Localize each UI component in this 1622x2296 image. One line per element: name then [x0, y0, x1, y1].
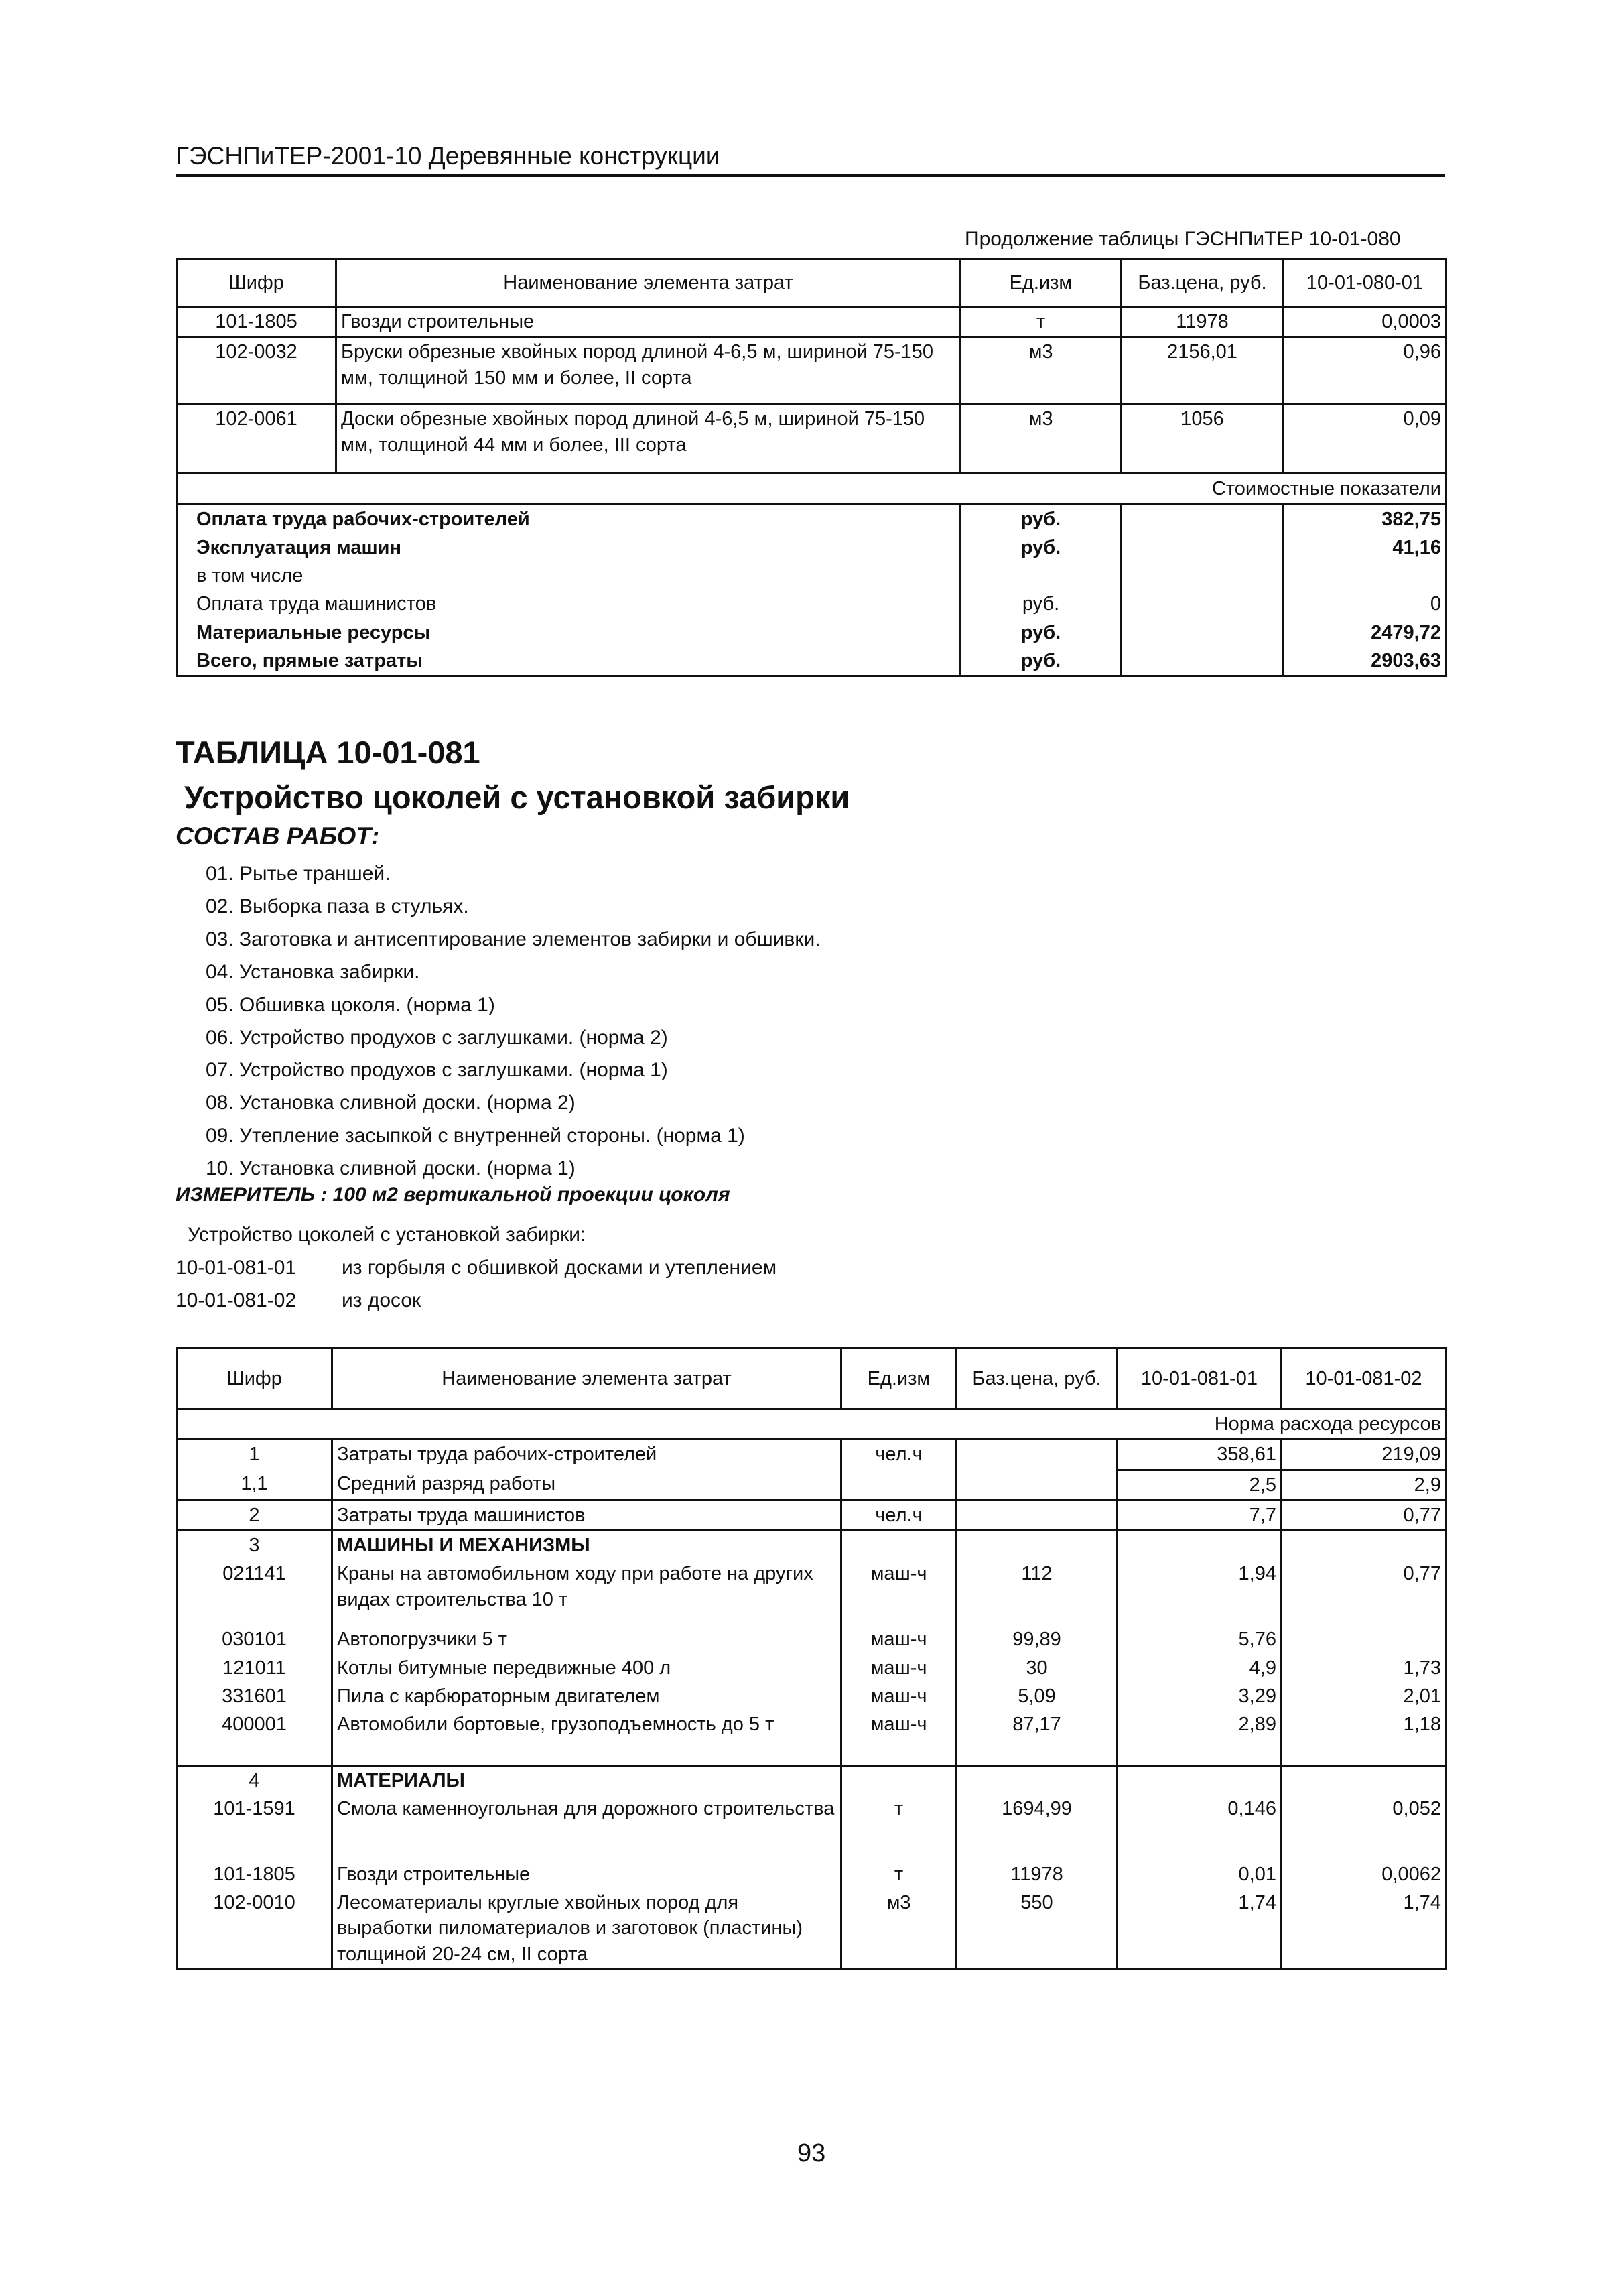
cost-value: 41,16: [1284, 533, 1446, 562]
unit-cell: маш-ч: [841, 1625, 957, 1653]
col-header: Баз.цена, руб.: [1122, 259, 1284, 307]
continuation-table: [176, 258, 1447, 677]
unit-cell: маш-ч: [841, 1682, 957, 1710]
value-cell: 0,77: [1282, 1500, 1446, 1530]
value-cell: 1,18: [1282, 1710, 1446, 1765]
name-cell: Автопогрузчики 5 т: [332, 1625, 841, 1653]
code-cell: 3: [177, 1531, 332, 1560]
code-cell: 102-0010: [177, 1889, 332, 1969]
variant-row: [176, 1284, 776, 1317]
cost-row: [177, 504, 1446, 533]
price-cell: 1056: [1122, 404, 1284, 474]
cost-value: 2903,63: [1284, 647, 1446, 676]
table-row: [177, 404, 1446, 474]
code-cell: 2: [177, 1500, 332, 1530]
code-cell: 121011: [177, 1654, 332, 1682]
table-title: ТАБЛИЦА 10-01-081: [176, 735, 480, 770]
variant-row: [176, 1251, 776, 1284]
unit-cell: т: [841, 1795, 957, 1860]
group-title: МАШИНЫ И МЕХАНИЗМЫ: [332, 1531, 841, 1560]
section-row: [177, 474, 1446, 504]
list-item: 06. Устройство продухов с заглушками. (норма 2): [206, 1026, 668, 1049]
value-cell: 219,09: [1282, 1440, 1446, 1470]
code-cell: 030101: [177, 1625, 332, 1653]
list-item: 04. Установка забирки.: [206, 960, 420, 983]
works-list: [206, 858, 821, 1186]
cost-unit: руб.: [961, 619, 1122, 647]
value-cell: [1282, 1625, 1446, 1653]
price-cell: 2156,01: [1122, 337, 1284, 404]
cost-value: [1284, 562, 1446, 590]
name-cell: Доски обрезные хвойных пород длиной 4-6,5 м, шириной 75-150 мм, толщиной 44 мм и более, III сорта: [336, 404, 961, 474]
continuation-label: Продолжение таблицы ГЭСНПиТЕР 10-01-080: [965, 228, 1401, 250]
table-row: [177, 337, 1446, 404]
col-header: Шифр: [177, 259, 336, 307]
name-cell: Средний разряд работы: [332, 1470, 841, 1500]
code-cell: 102-0061: [177, 404, 336, 474]
norm-row: [177, 1409, 1446, 1440]
cost-name: Эксплуатация машин: [177, 533, 961, 562]
resources-table: [176, 1347, 1447, 1970]
name-cell: Гвозди строительные: [336, 307, 961, 337]
list-item: 01. Рытье траншей.: [206, 863, 391, 885]
price-cell: 87,17: [957, 1710, 1118, 1765]
code-cell: 1: [177, 1440, 332, 1470]
col-header: Ед.изм: [961, 259, 1122, 307]
price-cell: [957, 1500, 1118, 1530]
cost-unit: руб.: [961, 504, 1122, 533]
table-row: [177, 1860, 1446, 1889]
group-title: МАТЕРИАЛЫ: [332, 1765, 841, 1795]
list-item: 03. Заготовка и антисептирование элементов забирки и обшивки.: [206, 928, 821, 950]
variants-intro: Устройство цоколей с установкой забирки:: [188, 1224, 586, 1246]
variant-code: 10-01-081-02: [176, 1289, 297, 1312]
table-row: [177, 1500, 1446, 1530]
group-header-row: [177, 1765, 1446, 1795]
cost-name: Оплата труда рабочих-строителей: [177, 504, 961, 533]
value-cell: 2,89: [1118, 1710, 1282, 1765]
code-cell: 331601: [177, 1682, 332, 1710]
section-label: Стоимостные показатели: [177, 474, 1446, 504]
unit-cell: чел.ч: [841, 1500, 957, 1530]
name-cell: Смола каменноугольная для дорожного строительства: [332, 1795, 841, 1860]
cost-name: в том числе: [177, 562, 961, 590]
table-row: [177, 307, 1446, 337]
cost-row: [177, 590, 1446, 618]
list-item: 08. Установка сливной доски. (норма 2): [206, 1092, 576, 1114]
price-cell: 99,89: [957, 1625, 1118, 1653]
list-item: 05. Обшивка цоколя. (норма 1): [206, 993, 495, 1016]
col-header: Шифр: [177, 1348, 332, 1409]
cost-name: Оплата труда машинистов: [177, 590, 961, 618]
value-cell: 358,61: [1118, 1440, 1282, 1470]
value-cell: 7,7: [1118, 1500, 1282, 1530]
col-header: 10-01-081-02: [1282, 1348, 1446, 1409]
code-cell: 102-0032: [177, 337, 336, 404]
running-header: ГЭСНПиТЕР-2001-10 Деревянные конструкции: [176, 142, 1445, 177]
price-cell: 30: [957, 1654, 1118, 1682]
price-cell: 550: [957, 1889, 1118, 1969]
name-cell: Лесоматериалы круглые хвойных пород для выработки пиломатериалов и заготовок (пластины) толщиной 20-24 см, II сорта: [332, 1889, 841, 1969]
name-cell: Автомобили бортовые, грузоподъемность до 5 т: [332, 1710, 841, 1765]
unit-cell: т: [961, 307, 1122, 337]
code-cell: 101-1805: [177, 1860, 332, 1889]
value-cell: 2,9: [1282, 1470, 1446, 1500]
table-row: [177, 1889, 1446, 1969]
price-cell: 5,09: [957, 1682, 1118, 1710]
cost-row: [177, 533, 1446, 562]
value-cell: 2,5: [1118, 1470, 1282, 1500]
list-item: 10. Установка сливной доски. (норма 1): [206, 1157, 576, 1180]
price-cell: [957, 1440, 1118, 1470]
table-row: [177, 1795, 1446, 1860]
cost-unit: руб.: [961, 533, 1122, 562]
code-cell: 1,1: [177, 1470, 332, 1500]
variants-block: [176, 1218, 776, 1317]
unit-cell: чел.ч: [841, 1440, 957, 1470]
cost-row: [177, 619, 1446, 647]
unit-cell: м3: [961, 337, 1122, 404]
table-row: [177, 1559, 1446, 1625]
list-item: 09. Утепление засыпкой с внутренней стороны. (норма 1): [206, 1125, 745, 1147]
value-cell: 0,01: [1118, 1860, 1282, 1889]
value-cell: 1,74: [1118, 1889, 1282, 1969]
col-header: 10-01-081-01: [1118, 1348, 1282, 1409]
table-row: [177, 1625, 1446, 1653]
code-cell: 101-1591: [177, 1795, 332, 1860]
name-cell: Затраты труда рабочих-строителей: [332, 1440, 841, 1470]
norm-label: Норма расхода ресурсов: [177, 1409, 1446, 1440]
table-subtitle: Устройство цоколей с установкой забирки: [184, 779, 850, 815]
cost-row: [177, 647, 1446, 676]
col-header: 10-01-080-01: [1284, 259, 1446, 307]
price-cell: 11978: [957, 1860, 1118, 1889]
value-cell: 4,9: [1118, 1654, 1282, 1682]
unit-cell: маш-ч: [841, 1559, 957, 1625]
value-cell: 5,76: [1118, 1625, 1282, 1653]
table1-header-row: [177, 259, 1446, 307]
name-cell: Бруски обрезные хвойных пород длиной 4-6,5 м, шириной 75-150 мм, толщиной 150 мм и более, II сорта: [336, 337, 961, 404]
unit-cell: маш-ч: [841, 1654, 957, 1682]
cost-value: 2479,72: [1284, 619, 1446, 647]
value-cell: 1,94: [1118, 1559, 1282, 1625]
unit-cell: т: [841, 1860, 957, 1889]
name-cell: Краны на автомобильном ходу при работе на других видах строительства 10 т: [332, 1559, 841, 1625]
table-row: [177, 1654, 1446, 1682]
cost-name: Материальные ресурсы: [177, 619, 961, 647]
value-cell: 0,09: [1284, 404, 1446, 474]
value-cell: 0,0003: [1284, 307, 1446, 337]
unit-cell: [841, 1470, 957, 1500]
value-cell: 0,0062: [1282, 1860, 1446, 1889]
value-cell: 0,96: [1284, 337, 1446, 404]
value-cell: 1,73: [1282, 1654, 1446, 1682]
table-row: [177, 1682, 1446, 1710]
list-item: 02. Выборка паза в стульях.: [206, 895, 469, 917]
code-cell: 021141: [177, 1559, 332, 1625]
price-cell: 112: [957, 1559, 1118, 1625]
list-item: 07. Устройство продухов с заглушками. (норма 1): [206, 1059, 668, 1082]
col-header: Баз.цена, руб.: [957, 1348, 1118, 1409]
col-header: Ед.изм: [841, 1348, 957, 1409]
variant-code: 10-01-081-01: [176, 1257, 297, 1279]
name-cell: Затраты труда машинистов: [332, 1500, 841, 1530]
price-cell: [957, 1470, 1118, 1500]
table-row: [177, 1440, 1446, 1470]
code-cell: 4: [177, 1765, 332, 1795]
table-row: [177, 1470, 1446, 1500]
cost-unit: руб.: [961, 647, 1122, 676]
cost-unit: руб.: [961, 590, 1122, 618]
table2-header-row: [177, 1348, 1446, 1409]
col-header: Наименование элемента затрат: [336, 259, 961, 307]
code-cell: 101-1805: [177, 307, 336, 337]
unit-cell: м3: [841, 1889, 957, 1969]
value-cell: 3,29: [1118, 1682, 1282, 1710]
price-cell: 11978: [1122, 307, 1284, 337]
unit-cell: маш-ч: [841, 1710, 957, 1765]
cost-value: 382,75: [1284, 504, 1446, 533]
cost-unit: [961, 562, 1122, 590]
group-header-row: [177, 1531, 1446, 1560]
value-cell: 1,74: [1282, 1889, 1446, 1969]
name-cell: Котлы битумные передвижные 400 л: [332, 1654, 841, 1682]
value-cell: 0,146: [1118, 1795, 1282, 1860]
col-header: Наименование элемента затрат: [332, 1348, 841, 1409]
variant-text: из досок: [342, 1289, 421, 1312]
price-cell: 1694,99: [957, 1795, 1118, 1860]
cost-value: 0: [1284, 590, 1446, 618]
variant-text: из горбыля с обшивкой досками и утеплением: [342, 1257, 777, 1279]
value-cell: 2,01: [1282, 1682, 1446, 1710]
cost-row: [177, 562, 1446, 590]
name-cell: Пила с карбюраторным двигателем: [332, 1682, 841, 1710]
cost-name: Всего, прямые затраты: [177, 647, 961, 676]
unit-cell: м3: [961, 404, 1122, 474]
name-cell: Гвозди строительные: [332, 1860, 841, 1889]
value-cell: 0,052: [1282, 1795, 1446, 1860]
measure-label: ИЗМЕРИТЕЛЬ : 100 м2 вертикальной проекции цоколя: [176, 1184, 730, 1206]
code-cell: 400001: [177, 1710, 332, 1765]
works-heading: СОСТАВ РАБОТ:: [176, 822, 380, 850]
page-number: 93: [797, 2139, 826, 2167]
value-cell: 0,77: [1282, 1559, 1446, 1625]
table-row: [177, 1710, 1446, 1765]
